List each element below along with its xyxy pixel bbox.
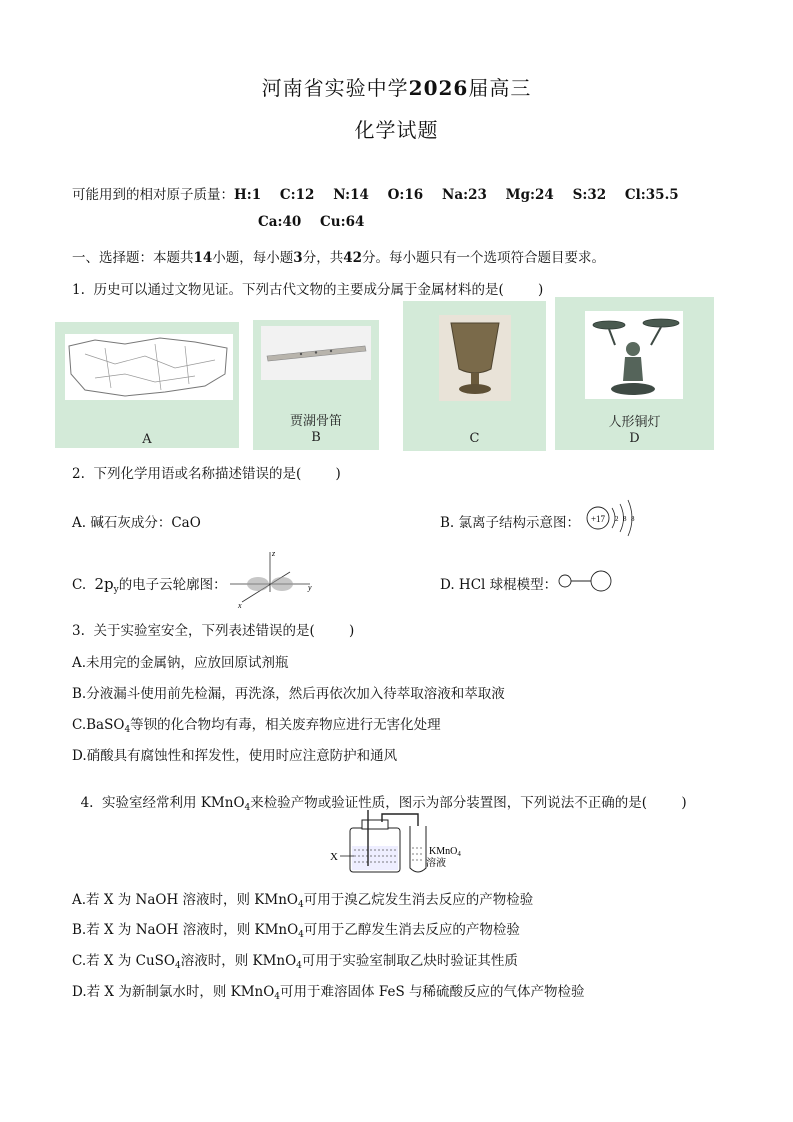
q1-option-b-caption: 贾湖骨笛 bbox=[289, 414, 342, 429]
bone-flute-image bbox=[261, 326, 371, 380]
nucleus-charge: +17 bbox=[590, 514, 606, 524]
q3-c-sub: 4 bbox=[124, 725, 131, 735]
label-solution: 溶液 bbox=[426, 858, 446, 869]
q2-stem: 2. 下列化学用语或名称描述错误的是( ) bbox=[72, 466, 341, 482]
q4-stem-suffix: 来检验产物或验证性质，图示为部分装置图，下列说法不正确的是( ) bbox=[250, 795, 687, 811]
bone-flute-icon bbox=[261, 326, 371, 380]
q1-option-a-letter: A bbox=[142, 432, 152, 447]
q4-option-a bbox=[72, 888, 533, 910]
gas-wash-apparatus bbox=[326, 808, 476, 876]
section-points: 3 bbox=[293, 250, 303, 266]
q3-option-a: A.未用完的金属钠，应放回原试剂瓶 bbox=[72, 655, 289, 671]
label-kmno4-sub: 4 bbox=[457, 850, 461, 858]
q3-c-suffix: 等钡的化合物均有毒，相关废弃物应进行无害化处理 bbox=[130, 717, 441, 733]
q1-option-b-card[interactable] bbox=[253, 320, 379, 450]
q4-b-sub: 4 bbox=[298, 930, 304, 940]
section-text-d: 分。每小题只有一个选项符合题目要求。 bbox=[362, 250, 605, 266]
axis-x-label: x bbox=[238, 601, 242, 610]
q2-option-c bbox=[72, 573, 227, 595]
q2-option-b bbox=[440, 511, 580, 531]
q4-b-suffix: 可用于乙醇发生消去反应的产物检验 bbox=[303, 922, 520, 938]
q2-option-d: D. HCl 球棍模型： bbox=[440, 577, 558, 593]
q4-option-c bbox=[72, 949, 518, 971]
q1-stem: 1. 历史可以通过文物见证。下列古代文物的主要成分属于金属材料的是( ) bbox=[72, 282, 544, 298]
q1-option-b-letter: B bbox=[311, 430, 321, 445]
q4-d-sub: 4 bbox=[274, 992, 281, 1002]
hcl-ball-stick-model bbox=[556, 570, 616, 592]
q3-option-b: B.分液漏斗使用前先检漏，再洗涤，然后再依次加入待萃取溶液和萃取液 bbox=[72, 686, 505, 702]
shell-1-electrons: 2 bbox=[615, 515, 619, 523]
cup-icon bbox=[439, 315, 511, 401]
section-text-b: 小题，每小题 bbox=[212, 250, 294, 266]
chloride-ion-diagram bbox=[585, 498, 643, 538]
q1-option-d-caption: 人形铜灯 bbox=[608, 415, 661, 430]
orbital-subscript: y bbox=[113, 585, 119, 595]
q4-c-sub2: 4 bbox=[296, 961, 302, 971]
q4-option-d bbox=[72, 980, 584, 1002]
q1-option-d-card[interactable] bbox=[555, 297, 714, 450]
atomic-mass-label: 可能用到的相对原子质量： bbox=[72, 187, 234, 203]
title-prefix: 河南省实验中学 bbox=[261, 76, 409, 100]
bronze-cup-image bbox=[439, 315, 511, 401]
q2-option-c-suffix: 的电子云轮廓图： bbox=[118, 577, 227, 593]
title-suffix: 届高三 bbox=[468, 76, 532, 100]
page-title bbox=[0, 72, 793, 101]
q4-c-mid: 溶液时，则 KMnO bbox=[180, 953, 297, 969]
shell-3-electrons: 8 bbox=[631, 515, 635, 523]
q1-option-c-card[interactable] bbox=[403, 301, 546, 451]
orbital-label: 2p bbox=[94, 575, 114, 593]
shell-2-electrons: 8 bbox=[623, 515, 627, 523]
p-orbital-diagram bbox=[228, 548, 318, 610]
label-x: X bbox=[330, 851, 338, 863]
section-total: 42 bbox=[343, 250, 362, 266]
title-year: 2026 bbox=[408, 76, 469, 100]
section-text-c: 分，共 bbox=[302, 250, 344, 266]
q4-c-prefix: C.若 X 为 CuSO bbox=[72, 953, 175, 969]
atomic-mass-line2: Ca:40 Cu:64 bbox=[258, 214, 365, 230]
q2-option-b-text: B. 氯离子结构示意图： bbox=[440, 515, 581, 531]
section-count: 14 bbox=[193, 250, 213, 266]
q3-option-d: D.硝酸具有腐蚀性和挥发性，使用时应注意防护和通风 bbox=[72, 748, 398, 764]
q4-stem-sub: 4 bbox=[244, 803, 251, 813]
page-subtitle: 化学试题 bbox=[354, 118, 439, 142]
atomic-mass-values1: H:1 C:12 N:14 O:16 Na:23 Mg:24 S:32 Cl:35.5 bbox=[234, 187, 679, 203]
label-kmno4 bbox=[429, 846, 461, 858]
q2-option-a: A. 碱石灰成分：CaO bbox=[72, 515, 201, 531]
q4-c-suffix: 可用于实验室制取乙炔时验证其性质 bbox=[301, 953, 518, 969]
bronze-lamp-image bbox=[585, 311, 683, 399]
q4-a-sub: 4 bbox=[297, 900, 304, 910]
q4-a-prefix: A.若 X 为 NaOH 溶液时，则 KMnO bbox=[72, 892, 298, 908]
section-text-a: 一、选择题：本题共 bbox=[72, 250, 194, 266]
q1-option-a-card[interactable] bbox=[55, 322, 239, 448]
q3-stem: 3. 关于实验室安全，下列表述错误的是( ) bbox=[72, 623, 355, 639]
q4-stem-prefix: 4. 实验室经常利用 KMnO bbox=[80, 795, 245, 811]
q4-a-suffix: 可用于溴乙烷发生消去反应的产物检验 bbox=[303, 892, 534, 908]
q4-d-prefix: D.若 X 为新制氯水时，则 KMnO bbox=[72, 984, 275, 1000]
lamp-icon bbox=[585, 311, 683, 399]
q3-option-c bbox=[72, 713, 441, 735]
section1-heading bbox=[72, 246, 605, 266]
atomic-mass-line1 bbox=[72, 183, 679, 203]
q1-option-c-letter: C bbox=[469, 431, 480, 446]
label-kmno4-text: KMnO bbox=[429, 846, 458, 857]
q4-option-b bbox=[72, 918, 520, 940]
axis-z-label: z bbox=[272, 549, 276, 558]
map-artifact-image bbox=[65, 334, 233, 400]
q4-c-sub1: 4 bbox=[174, 961, 181, 971]
q2-option-c-prefix: C. bbox=[72, 577, 87, 593]
q1-option-d-letter: D bbox=[629, 431, 640, 446]
axis-y-label: y bbox=[308, 583, 312, 592]
map-sketch-icon bbox=[65, 334, 233, 400]
q4-b-prefix: B.若 X 为 NaOH 溶液时，则 KMnO bbox=[72, 922, 299, 938]
q3-c-prefix: C.BaSO bbox=[72, 717, 125, 733]
q4-d-suffix: 可用于难溶固体 FeS 与稀硫酸反应的气体产物检验 bbox=[280, 984, 585, 1000]
